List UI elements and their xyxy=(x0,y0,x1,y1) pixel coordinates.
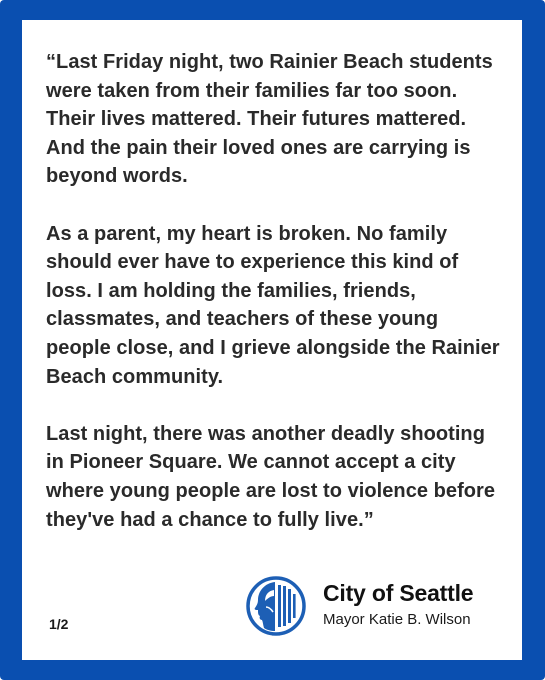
org-block xyxy=(323,580,473,630)
quote-paragraph-1: “Last Friday night, two Rainier Beach students were taken from their families far too soon. Their lives mattered. Their futures mattered. And the pain their loved ones are carrying is beyond words. xyxy=(46,51,493,188)
org-name: City of Seattle xyxy=(323,580,474,606)
quote-paragraph-2: As a parent, my heart is broken. No family should ever have to experience this kind of loss. I am holding the families, friends, classmates, and teachers of these young people close, and I grieve alongside the Rainier Beach community. xyxy=(46,222,500,388)
quote-card xyxy=(22,20,522,660)
quote-text xyxy=(46,48,508,534)
page-indicator: 1/2 xyxy=(49,616,69,632)
org-subtitle: Mayor Katie B. Wilson xyxy=(323,611,471,628)
city-of-seattle-seal-icon xyxy=(246,576,306,636)
quote-paragraph-3: Last night, there was another deadly shooting in Pioneer Square. We cannot accept a city where young people are lost to violence before they've had a chance to fully live.” xyxy=(46,422,496,531)
